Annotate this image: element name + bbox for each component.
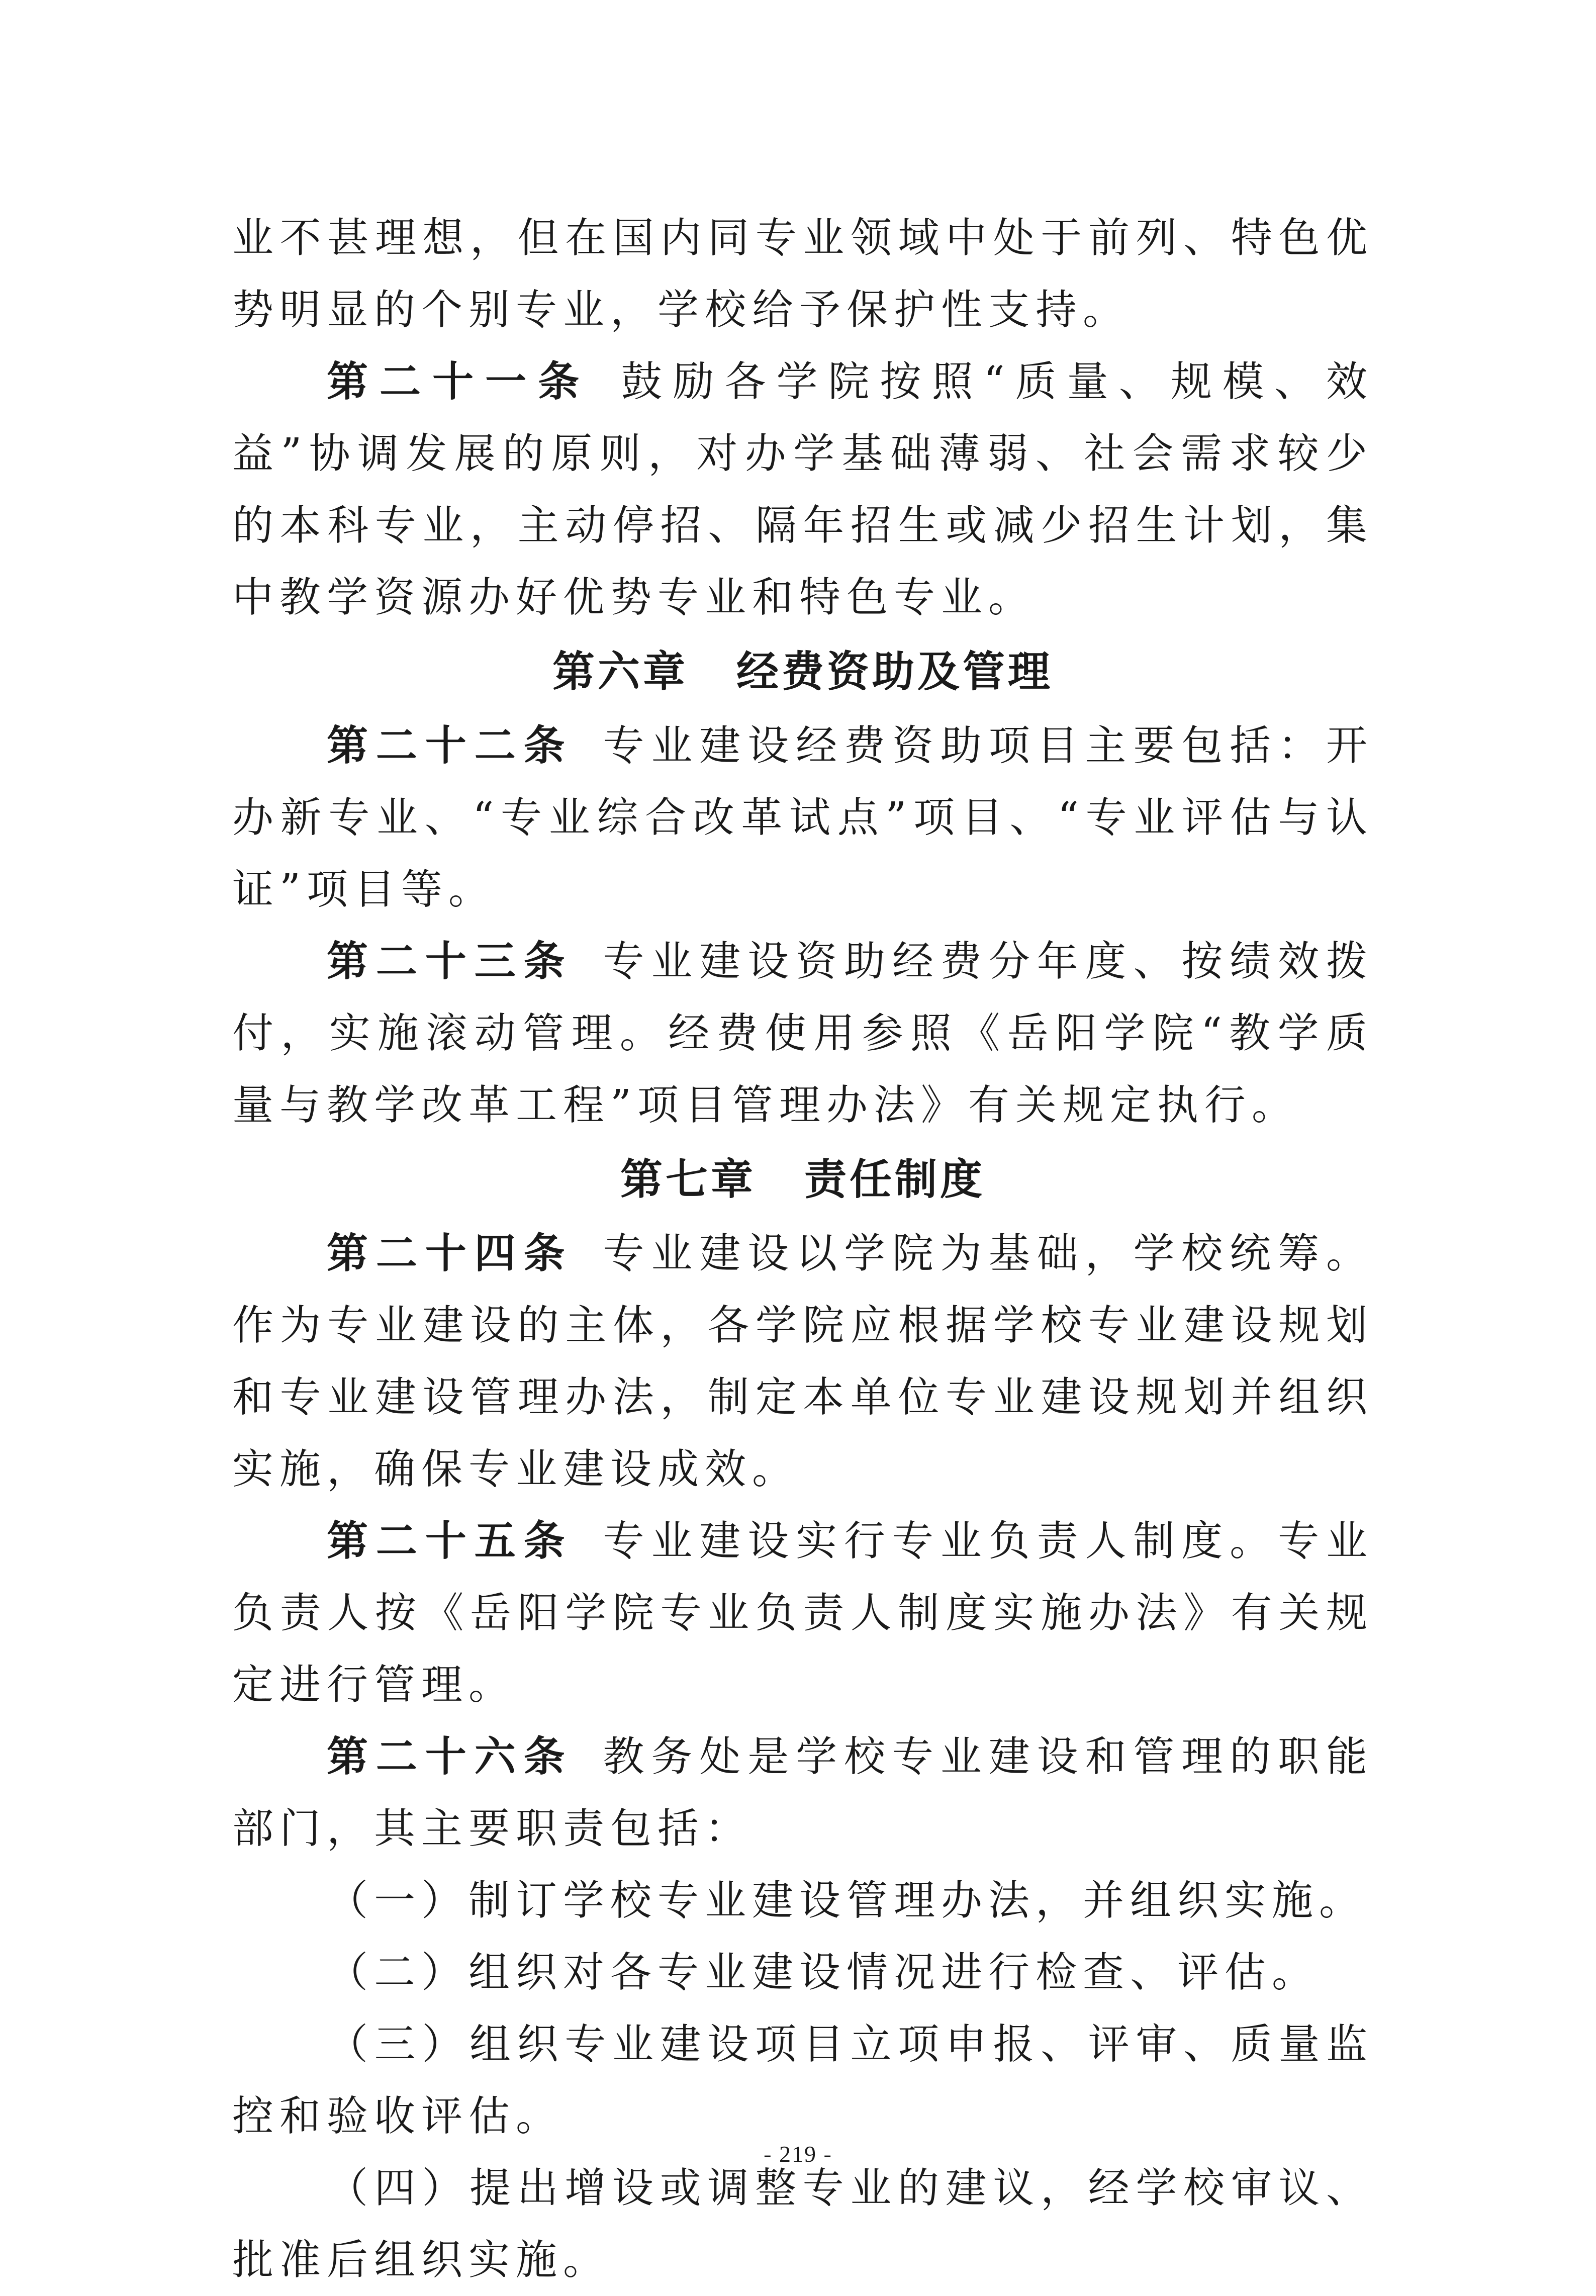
chapter-6-title: 经费资助及管理: [736, 647, 1054, 696]
chapter-6-heading: [232, 633, 1373, 710]
article-24-text: 专业建设以学院为基础，学校统筹。作为专业建设的主体，各学院应根据学校专业建设规划和专业建设管理办法，制定本单位专业建设规划并组织实施，确保专业建设成效。: [232, 1230, 1373, 1493]
chapter-7-number: 第七章: [620, 1154, 756, 1204]
article-21-label: 第二十一条: [327, 357, 591, 406]
duty-item-2: （二）组织对各专业建设情况进行检查、评估。: [327, 1949, 1320, 1996]
article-24: [232, 1218, 1373, 1505]
article-25: [232, 1505, 1373, 1721]
article-26-text: 教务处是学校专业建设和管理的职能部门，其主要职责包括：: [232, 1733, 1373, 1853]
page-number: - 219 -: [764, 2141, 832, 2167]
continued-paragraph: 业不甚理想，但在国内同专业领域中处于前列、特色优势明显的个别专业，学校给予保护性支持。: [232, 214, 1373, 334]
article-22-text: 专业建设经费资助项目主要包括：开办新专业、“专业综合改革试点”项目、“专业评估与认证”项目等。: [232, 722, 1373, 913]
duty-item-3: （三）组织专业建设项目立项申报、评审、质量监控和验收评估。: [232, 2021, 1373, 2140]
article-26-label: 第二十六条: [327, 1732, 573, 1781]
article-23-label: 第二十三条: [327, 937, 573, 985]
chapter-7-title: 责任制度: [804, 1154, 986, 1204]
article-22-label: 第二十二条: [327, 721, 573, 770]
article-21-text: 鼓励各学院按照“质量、规模、效益”协调发展的原则，对办学基础薄弱、社会需求较少的本科专业，主动停招、隔年招生或减少招生计划，集中教学资源办好优势专业和特色专业。: [232, 358, 1373, 621]
article-25-text: 专业建设实行专业负责人制度。专业负责人按《岳阳学院专业负责人制度实施办法》有关规定进行管理。: [232, 1517, 1373, 1709]
article-21: [232, 346, 1373, 633]
article-24-label: 第二十四条: [327, 1229, 573, 1277]
article-22: [232, 710, 1373, 926]
chapter-7-heading: [232, 1141, 1373, 1218]
document-body: [232, 202, 1373, 2296]
article-25-label: 第二十五条: [327, 1517, 573, 1565]
article-26: [232, 1721, 1373, 1865]
chapter-6-number: 第六章: [552, 647, 688, 696]
duty-item-1: （一）制订学校专业建设管理办法，并组织实施。: [327, 1877, 1367, 1924]
article-23: [232, 926, 1373, 1141]
duty-item-4: （四）提出增设或调整专业的建议，经学校审议、批准后组织实施。: [232, 2164, 1373, 2284]
article-23-text: 专业建设资助经费分年度、按绩效拨付，实施滚动管理。经费使用参照《岳阳学院“教学质量与教学改革工程”项目管理办法》有关规定执行。: [232, 938, 1373, 1129]
